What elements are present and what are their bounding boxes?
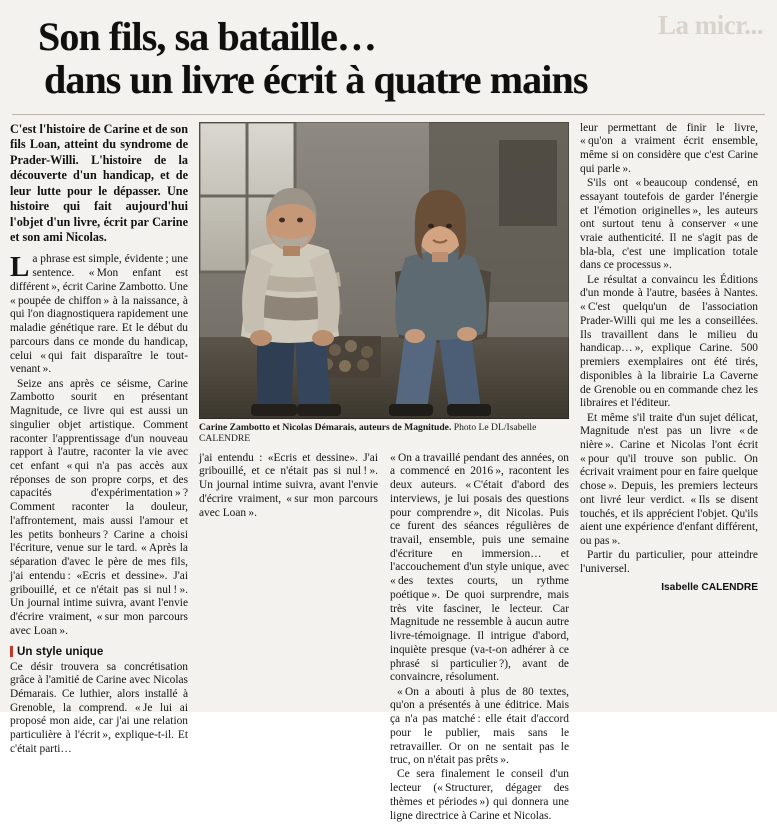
headline-line-1: Son fils, sa bataille… [38,14,377,59]
paragraph: Partir du particulier, pour atteindre l'universel. [580,549,758,576]
photo-credit: Photo Le DL/Isabelle CALENDRE [199,421,537,445]
middle-left-body [199,452,378,521]
paragraph: La phrase est simple, évidente ; une sentence. « Mon enfant est différent », écrit Carine Zambotto. Une « poupée de chiffon » à la naissance, à qui l'on diagnostiquera rapidement une maladie génétique rare. Et le début du parcours dans ce monde du handicap, celui « qui fait disparaître le tout-venant ». [10,251,188,376]
paragraph: Ce désir trouvera sa concrétisation grâce à l'amitié de Carine avec Nicolas Démarais. Ce luthier, alors installé à Grenoble, la comprend. « Je lui ai proposé mon aide, car j'ai une relation particulière à l'écrit », explique-t-il. Et c'était parti… [10,660,188,755]
column-middle [199,122,569,824]
left-body-top [10,253,188,638]
column-right [580,122,758,593]
paragraph: Et même s'il traite d'un sujet délicat, Magnitude n'est pas un livre « de nière ». Carine et Nicolas l'ont écrit « pour qu'il trouve son public. On écrivait vraiment pour en faire quelque chose ». Depuis, les premiers lecteurs ont livré leur verdict. « Ils se disent touchés, et ils apprécient l'objet. Qu'ils aient une expérience d'enfant différent, ou pas ». [580,411,758,548]
section-subhead: Un style unique [10,645,188,658]
paragraph: « On a travaillé pendant des années, on a commencé en 2016 », racontent les deux auteurs. « C'était d'abord des interviews, je lui posais des questions pour comprendre », dit Nicolas. Puis ce furent des séances régulières de travail, ensemble, puis une semaine d'écriture en immersion… et l'accouchement d'un style unique, avec « des textes courts, un rythme poétique ». De quoi surprendre, mais très vite fasciner, le lecteur. Car Magnitude ne ressemble à aucun autre livre-témoignage. Il intrigue d'abord, inquiète presque (va-t-on adhérer à ce phrasé si particulier ?), avant de convaincre, résolument. [390,451,569,684]
left-body-bottom [10,661,188,757]
headline-line-2: dans un livre écrit à quatre mains [44,56,588,102]
photo-caption [199,422,569,445]
right-body [580,122,758,577]
headline-divider [12,114,765,115]
column-middle-right [390,452,569,824]
column-middle-left [199,452,378,824]
paragraph: leur permettant de finir le livre, « qu'on a vraiment écrit ensemble, même si on considère que c'est Carine qui parle ». [580,121,758,175]
paragraph: « On a abouti à plus de 80 textes, qu'on a présentés à une éditrice. Mais ça n'a pas matché : elle était d'accord pour le publier, mais sans le retravailler. Or on ne sentait pas le truc, on n'était pas prêts ». [390,685,569,767]
standfirst: C'est l'histoire de Carine et de son fils Loan, atteint du syndrome de Prader-Willi. L'histoire de la découverte d'un handicap, et de leur lutte pour le dépasser. Une histoire qui fait aujourd'hui l'objet d'un livre, écrit par Carine et son ami Nicolas. [10,121,188,244]
photo-illustration [199,122,569,419]
paragraph: j'ai entendu : «Ecris et dessine». J'ai gribouillé, et ce n'était pas si nul ! ». Un journal intime suivra, avant l'envie d'écrire vraiment, « sur mon parcours avec Loan ». [199,451,378,519]
article-columns [10,122,767,824]
middle-right-body [390,452,569,824]
bleed-through-headline: La micr... [658,10,763,40]
page-title [10,16,767,102]
paragraph: S'ils ont « beaucoup condensé, en essayant toutefois de garder l'énergie et l'émotion originelles », les auteurs ont surtout tenu à conserver « une vraie authenticité. Il ne s'agit pas de bla-bla, c'est une implication totale dans ce processus ». [580,177,758,272]
byline: Isabelle CALENDRE [661,581,758,593]
article-photo-block [199,122,569,445]
article-photo [199,122,569,419]
paragraph: Le résultat a convaincu les Éditions d'un monde à l'autre, basées à Nantes. « C'est quelqu'un de l'association Prader-Willi qui me les a conseillées. Ils travaillent dans le milieu du handicap… », explique Carine. 500 premiers exemplaires ont été tirés, disponibles à la librairie La Caverne de Grenoble ou en commande chez les libraires et l'éditeur. [580,273,758,410]
column-left [10,122,188,758]
middle-text-columns [199,452,569,824]
paragraph: Seize ans après ce séisme, Carine Zambotto sourit en présentant Magnitude, ce livre qui est aussi un singulier objet artistique. Comment raconter l'apprentissage d'un nouveau rapport à l'autre, raconter la vie avec cet enfant « qui n'a pas accès aux réponses de son propre corps, et des capacités d'expérimentation » ? Comment raconter la douleur, l'affrontement, mais aussi l'amour et les petits bonheurs ? Carine a choisi l'écriture, venue sur le tard. « Après la séparation d'avec le père de mes fils, j'ai entendu : «Ecris et dessine». J'ai gribouillé, et ce n'était pas si nul ! ». Un journal intime suivra, avant l'envie d'écrire vraiment, « sur mon parcours avec Loan ». [10,377,188,637]
caption-text: Carine Zambotto et Nicolas Démarais, auteurs de Magnitude. [199,421,452,433]
paragraph: Ce sera finalement le conseil d'un lecteur (« Structurer, dégager des thèmes et périodes ») qui donnera une ligne directrice à Carine et Nicolas. [390,768,569,822]
